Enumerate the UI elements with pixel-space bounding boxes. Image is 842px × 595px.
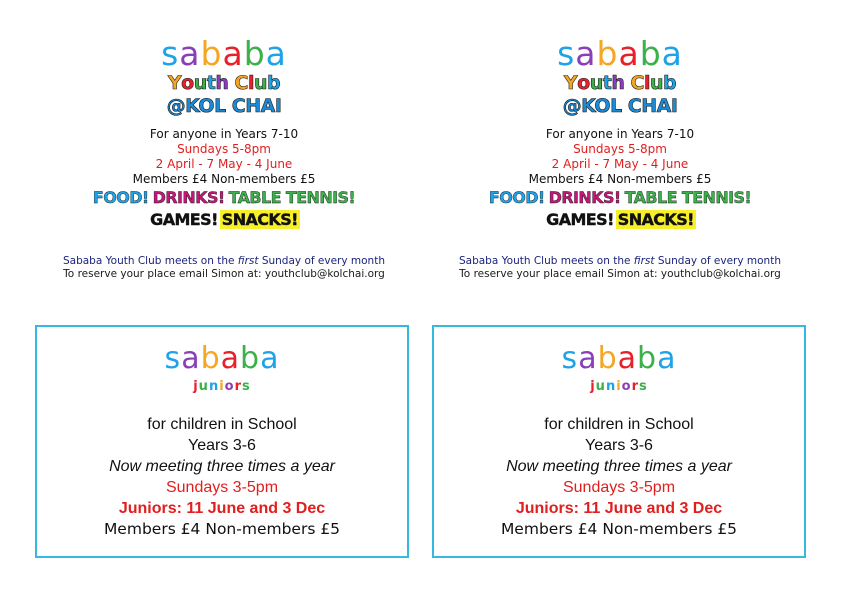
children-line: for children in School (147, 416, 297, 433)
dates-line: 2 April - 7 May - 4 June (551, 157, 689, 171)
kol-chai-title: @KOL CHAI (166, 95, 282, 117)
children-line: for children in School (544, 416, 694, 433)
dates-line: Juniors: 11 June and 3 Dec (515, 500, 723, 517)
times-line: Sundays 3-5pm (165, 479, 279, 496)
sababa-logo: sababa (557, 34, 683, 73)
juniors-info (37, 414, 407, 540)
youth-club-footer (24, 255, 424, 281)
meeting-line: Now meeting three times a year (109, 458, 335, 475)
highlights-row-2 (420, 209, 820, 231)
prices-line: Members £4 Non-members £5 (103, 520, 341, 538)
times-line: Sundays 3-5pm (562, 479, 676, 496)
prices-line: Members £4 Non-members £5 (132, 172, 316, 186)
youth-club-flyer-right (420, 36, 820, 281)
times-line: Sundays 5-8pm (573, 142, 667, 156)
dates-line: 2 April - 7 May - 4 June (155, 157, 293, 171)
drinks-label: DRINKS! (548, 188, 621, 207)
dates-line: Juniors: 11 June and 3 Dec (118, 500, 326, 517)
food-label: FOOD! (488, 188, 545, 207)
food-label: FOOD! (92, 188, 149, 207)
years-line: Years 3-6 (188, 437, 256, 454)
sababa-logo: sababa (561, 341, 677, 376)
prices-line: Members £4 Non-members £5 (500, 520, 738, 538)
years-line: Years 3-6 (585, 437, 653, 454)
drinks-label: DRINKS! (152, 188, 225, 207)
meeting-line: Now meeting three times a year (506, 458, 732, 475)
youth-club-info (420, 127, 820, 187)
kol-chai-title: @KOL CHAI (562, 95, 678, 117)
youth-club-footer (420, 255, 820, 281)
games-label: GAMES! (150, 210, 218, 229)
youth-club-info (24, 127, 424, 187)
meets-line: Sababa Youth Club meets on the first Sunday of every month (62, 255, 385, 267)
games-label: GAMES! (546, 210, 614, 229)
highlights-row-1 (420, 187, 820, 209)
highlights-row-1 (24, 187, 424, 209)
years-line: For anyone in Years 7-10 (545, 127, 695, 141)
snacks-label: SNACKS! (617, 210, 694, 229)
table-tennis-label: TABLE TENNIS! (228, 188, 356, 207)
prices-line: Members £4 Non-members £5 (528, 172, 712, 186)
youth-club-title: Youth Club (563, 72, 677, 94)
juniors-flyer-left (35, 325, 409, 558)
snacks-label: SNACKS! (221, 210, 298, 229)
sababa-logo: sababa (164, 341, 280, 376)
youth-club-title: Youth Club (167, 72, 281, 94)
years-line: For anyone in Years 7-10 (149, 127, 299, 141)
highlights-row-2 (24, 209, 424, 231)
juniors-subtitle: juniors (590, 379, 648, 394)
reserve-line: To reserve your place email Simon at: youthclub@kolchai.org (459, 268, 781, 280)
meets-line: Sababa Youth Club meets on the first Sunday of every month (458, 255, 781, 267)
sababa-logo: sababa (161, 34, 287, 73)
table-tennis-label: TABLE TENNIS! (624, 188, 752, 207)
reserve-line: To reserve your place email Simon at: youthclub@kolchai.org (63, 268, 385, 280)
juniors-info (434, 414, 804, 540)
juniors-flyer-right (432, 325, 806, 558)
juniors-subtitle: juniors (193, 379, 251, 394)
youth-club-flyer-left (24, 36, 424, 281)
times-line: Sundays 5-8pm (177, 142, 271, 156)
